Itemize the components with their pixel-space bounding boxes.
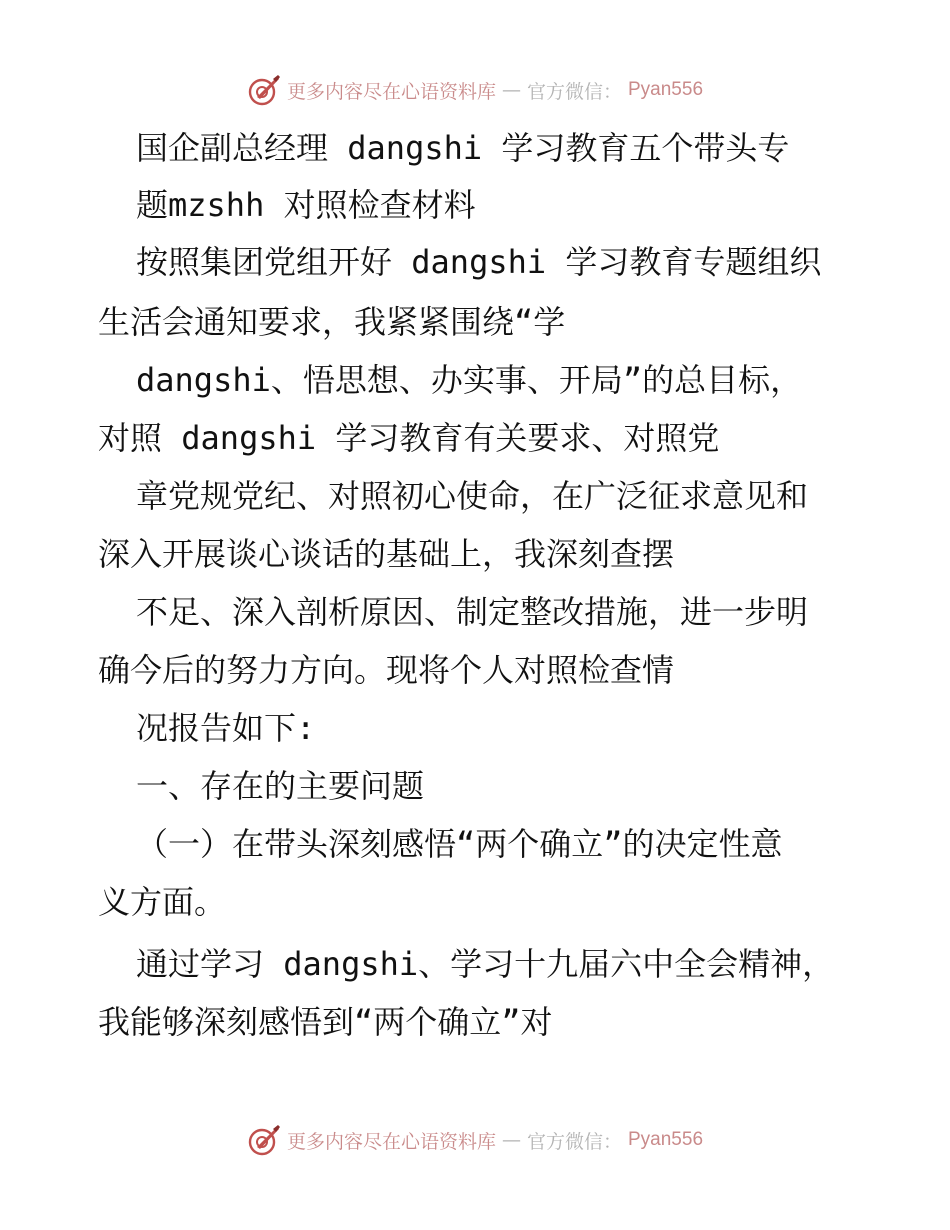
- subsection-heading: （一）在带头深刻感悟“两个确立”的决定性意: [136, 825, 783, 863]
- text-line: 义方面。: [98, 883, 227, 921]
- section-heading: 一、存在的主要问题: [136, 767, 425, 805]
- watermark-account-text: Pyan556: [628, 1129, 704, 1150]
- quill-logo-icon: [247, 1123, 281, 1157]
- watermark-separator: —: [501, 79, 521, 101]
- text-line: 况报告如下:: [136, 709, 316, 747]
- text-line: 通过学习 dangshi、学习十九届六中全会精神，: [136, 945, 835, 983]
- text-line: 章党规党纪、对照初心使命，在广泛征求意见和: [136, 477, 809, 515]
- text-line: dangshi、悟思想、办实事、开局”的总目标，: [136, 361, 803, 399]
- text-line: 对照 dangshi 学习教育有关要求、对照党: [98, 419, 720, 457]
- footer-watermark: [0, 1120, 950, 1160]
- text-line: 确今后的努力方向。现将个人对照检查情: [98, 651, 675, 689]
- watermark-brand-text: 更多内容尽在心语资料库: [286, 80, 496, 103]
- watermark-account-text: Pyan556: [628, 79, 704, 100]
- text-line: 按照集团党组开好 dangshi 学习教育专题组织: [136, 243, 822, 281]
- watermark-channel-text: 官方微信：: [526, 1130, 622, 1153]
- quill-logo-icon: [247, 73, 281, 107]
- watermark-separator: —: [501, 1129, 521, 1151]
- header-watermark: [0, 70, 950, 110]
- text-line: 题mzshh 对照检查材料: [136, 186, 476, 224]
- text-line: 不足、深入剖析原因、制定整改措施，进一步明: [136, 593, 809, 631]
- text-line: 生活会通知要求，我紧紧围绕“学: [98, 303, 566, 341]
- text-line: 深入开展谈心谈话的基础上，我深刻查摆: [98, 535, 675, 573]
- text-line: 我能够深刻感悟到“两个确立”对: [98, 1003, 553, 1041]
- watermark-channel-text: 官方微信：: [526, 80, 622, 103]
- watermark-brand-text: 更多内容尽在心语资料库: [286, 1130, 496, 1153]
- text-line: 国企副总经理 dangshi 学习教育五个带头专: [136, 129, 790, 167]
